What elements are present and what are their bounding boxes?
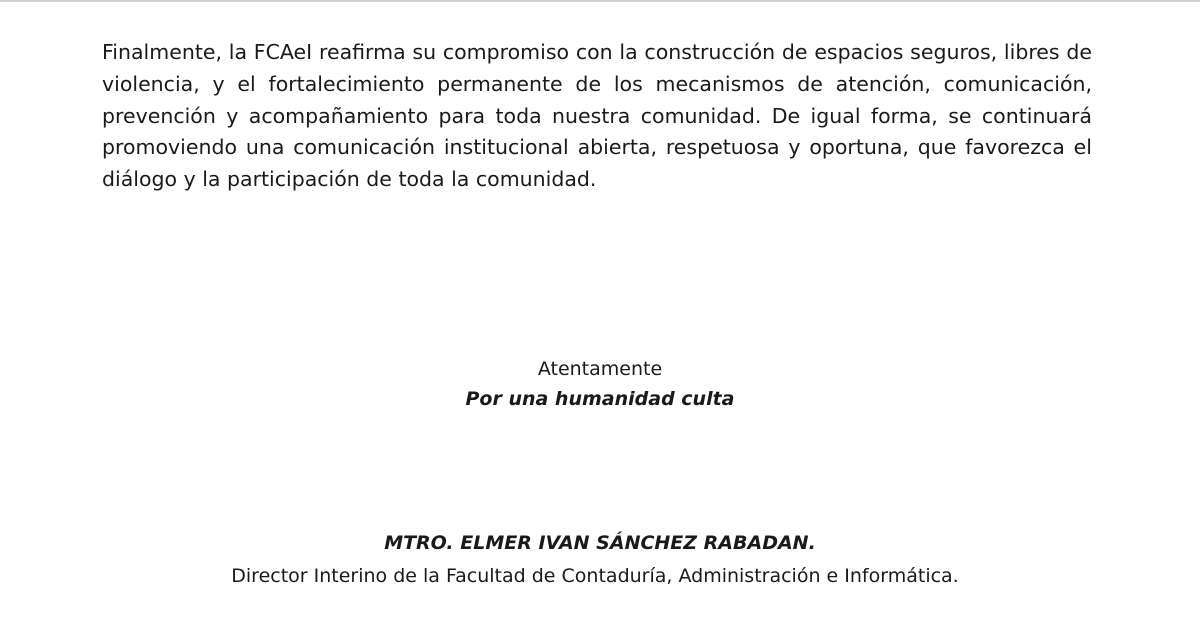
- signer-name: MTRO. ELMER IVAN SÁNCHEZ RABADAN.: [384, 532, 816, 554]
- top-divider: [0, 0, 1200, 2]
- body-paragraph: Finalmente, la FCAeI reafirma su compromiso con la construcción de espacios seguros, libres de violencia, y el fortalecimiento permanente de los mecanismos de atención, comunicación, prevención y acompañamiento para toda nuestra comunidad. De igual forma, se continuará promoviendo una comunicación institucional abierta, respetuosa y oportuna, que favorezca el diálogo y la participación de toda la comunidad.: [102, 40, 1092, 192]
- signer-title: Director Interino de la Facultad de Contaduría, Administración e Informática.: [231, 565, 959, 587]
- institutional-motto: Por una humanidad culta: [465, 388, 735, 410]
- closing-salutation: Atentamente: [537, 358, 663, 380]
